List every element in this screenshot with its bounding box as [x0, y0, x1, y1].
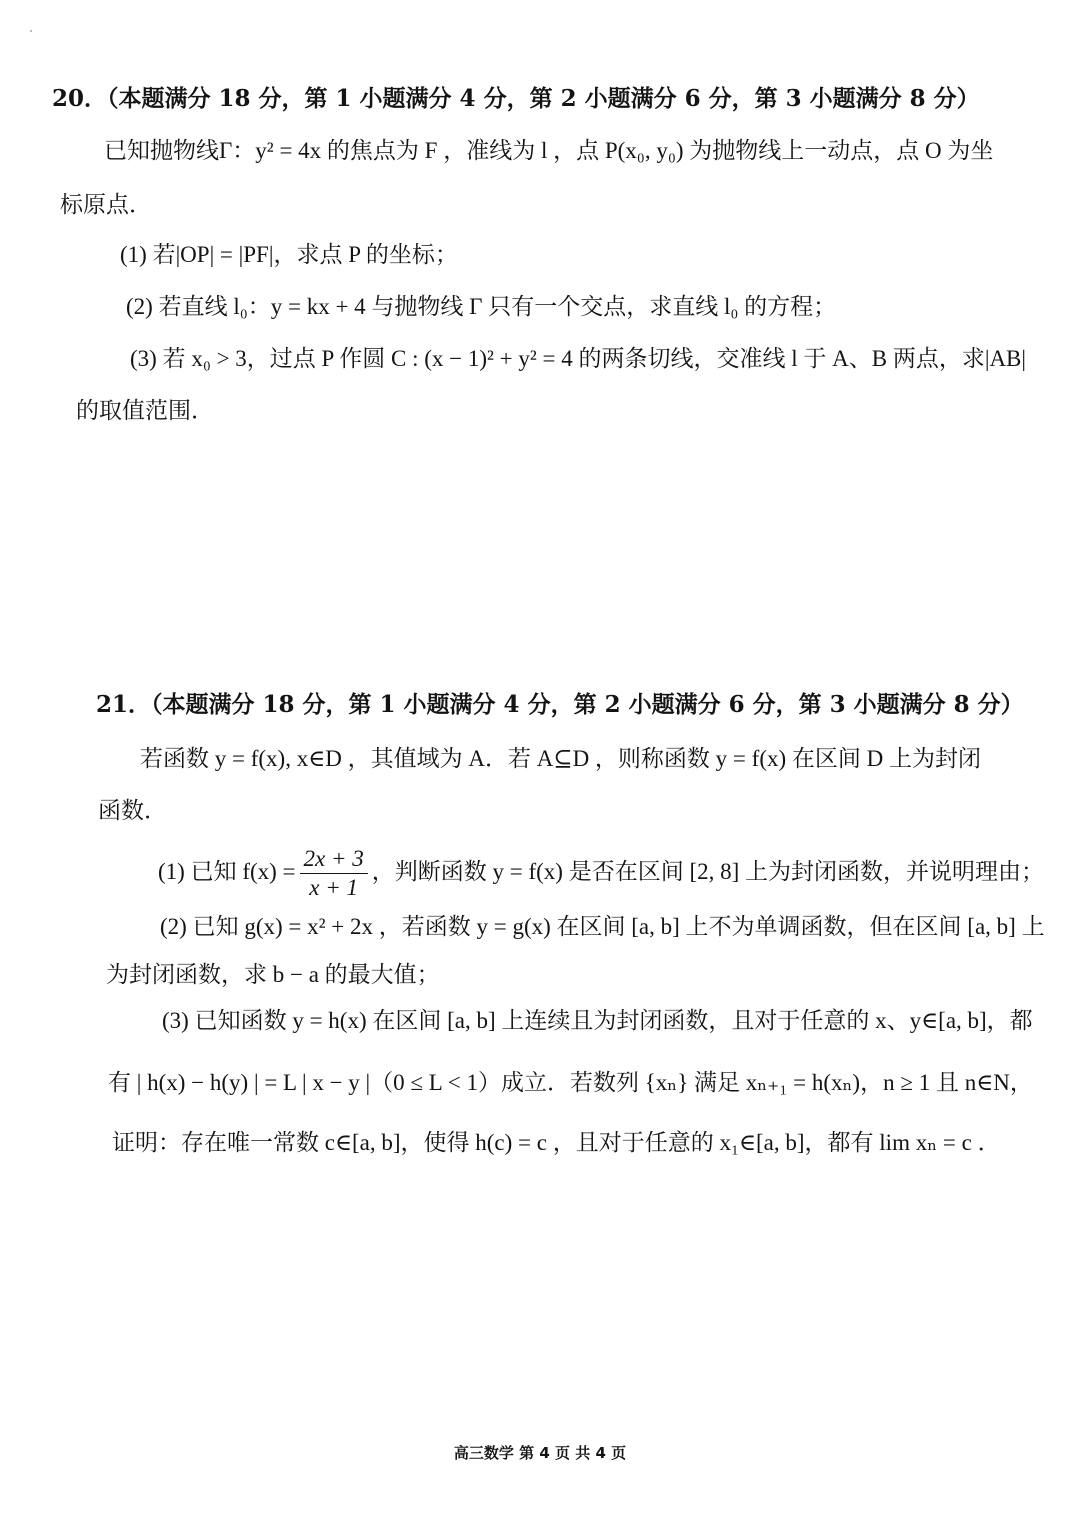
q21-part2-line2: 为封闭函数，求 b − a 的最大值；: [106, 962, 440, 987]
q20-header: 20．（本题满分 18 分，第 1 小题满分 4 分，第 2 小题满分 6 分，第 3 小题满分 8 分）: [52, 85, 980, 112]
q21-part1-suffix: ，判断函数 y = f(x) 是否在区间 [2, 8] 上为封闭函数，并说明理由；: [371, 859, 1045, 884]
q20-part1: (1) 若|OP| = |PF|，求点 P 的坐标；: [120, 242, 458, 267]
scan-speck: [30, 30, 32, 32]
q21-part3-line3: 证明：存在唯一常数 c∈[a, b]，使得 h(c) = c ，且对于任意的 x₁∈[a, b]，都有 lim xₙ = c ．: [112, 1130, 1001, 1155]
q20-intro-line2: 标原点．: [60, 192, 152, 218]
q20-part3-line1: (3) 若 x₀ > 3，过点 P 作圆 C : (x − 1)² + y² = 4 的两条切线，交准线 l 于 A、B 两点，求|AB|: [130, 346, 1027, 371]
q21-part1-prefix: (1) 已知 f(x) =: [158, 859, 296, 884]
q20-intro-line1: 已知抛物线Γ：y² = 4x 的焦点为 F ，准线为 l ，点 P(x₀, y₀) 为抛物线上一动点，点 O 为坐: [104, 138, 994, 163]
q21-intro-line1: 若函数 y = f(x), x∈D ，其值域为 A．若 A⊆D ，则称函数 y = f(x) 在区间 D 上为封闭: [140, 746, 981, 771]
q21-part3-line1: (3) 已知函数 y = h(x) 在区间 [a, b] 上连续且为封闭函数，且对于任意的 x、y∈[a, b]，都: [162, 1008, 1033, 1033]
q21-part3-line2: 有 | h(x) − h(y) | = L | x − y |（0 ≤ L < 1）成立．若数列 {xₙ} 满足 xₙ₊₁ = h(xₙ)，n ≥ 1 且 n∈N，: [108, 1070, 1033, 1095]
q21-part2-line1: (2) 已知 g(x) = x² + 2x ，若函数 y = g(x) 在区间 [a, b] 上不为单调函数，但在区间 [a, b] 上: [160, 914, 1045, 939]
q20-part3-line2: 的取值范围．: [76, 398, 214, 424]
q21-part1-fraction: [300, 845, 368, 902]
q21-part1: [158, 842, 1044, 902]
q21-part1-numerator: 2x + 3: [300, 845, 368, 874]
q21-intro-line2: 函数．: [98, 798, 167, 824]
q21-part1-denominator: x + 1: [309, 875, 359, 901]
q21-header: 21．（本题满分 18 分，第 1 小题满分 4 分，第 2 小题满分 6 分，第 3 小题满分 8 分）: [96, 691, 1024, 718]
q20-part2: (2) 若直线 l₀：y = kx + 4 与抛物线 Γ 只有一个交点，求直线 l₀ 的方程；: [126, 294, 837, 319]
page-footer: 高三数学 第 4 页 共 4 页: [453, 1444, 627, 1462]
